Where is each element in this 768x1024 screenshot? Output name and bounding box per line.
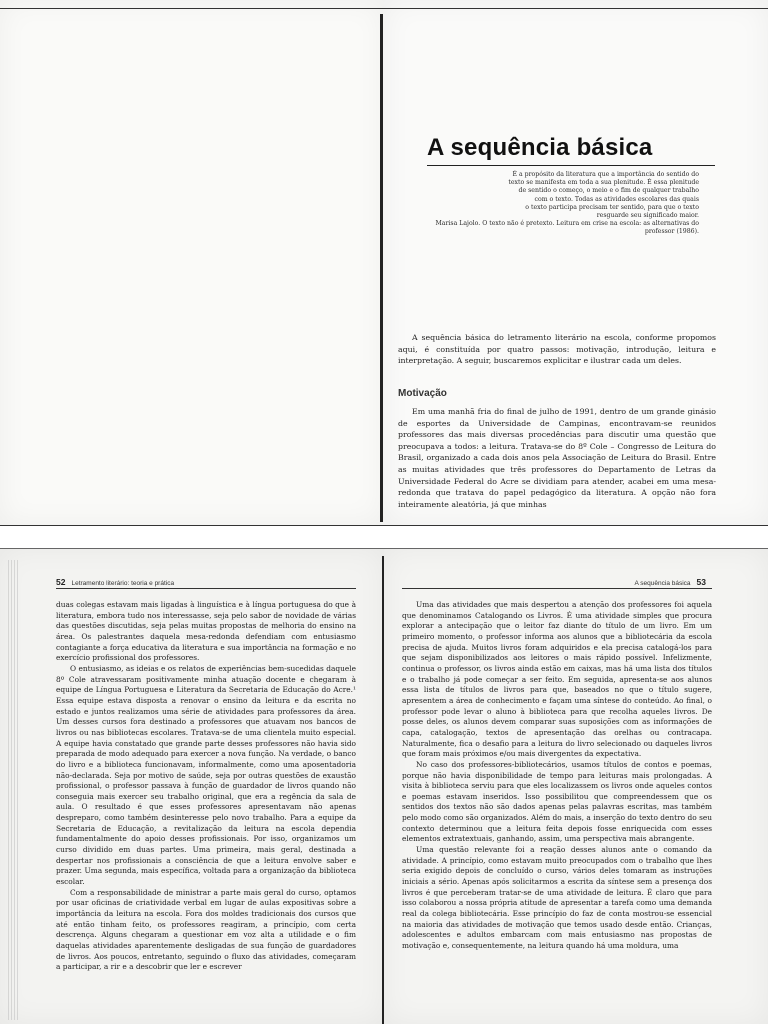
epigraph-line: resguarde seu significado maior. bbox=[596, 212, 699, 220]
scan-divider-middle bbox=[0, 525, 768, 526]
epigraph-line: de sentido o começo, o meio e o fim de qualquer trabalho bbox=[518, 187, 699, 195]
chapter-title: A sequência básica bbox=[427, 134, 653, 161]
body-paragraph: O entusiasmo, as ideias e os relatos de experiências bem-sucedidas daquele 8º Cole atravessaram positivamente minha atuação docente e chegaram à equipe de Língua Portuguesa e Literatura da Secretaria de Educação do Acre.¹ Essa equipe estava disposta a renovar o ensino da leitura e da escrita no estado e juntos realizamos uma série de atividades para professores da área. Um desses cursos fora destinado a professores que atuavam nos bancos de livros ou nas bibliotecas escolares. Tratava-se de uma clientela muito especial. A equipe havia constatado que grande parte desses professores não havia sido preparada de modo adequado para exercer a nova função. Na verdade, o banco do livro e a biblioteca funcionavam, informalmente, como uma aposentadoria não-declarada. Seja por motivo de saúde, seja por outras questões de exaustão profissional, o professor passava à função de guardador de livros quando não conseguia mais exercer seu trabalho original, que era a regência da sala de aula. O resultado é que esses professores apresentavam não apenas despreparo, como também desinteresse pelo novo trabalho. Para a equipe da Secretaria de Educação, a revitalização da leitura na escola dependia fundamentalmente do apoio desses profissionais. Por isso, organizamos um curso dividido em duas partes. Uma primeira, mais geral, destinada a despertar nos profissionais a consciência de que a leitura envolve saber e prazer. Uma segunda, mais específica, voltada para a organização da biblioteca escolar. bbox=[56, 663, 356, 887]
epigraph-citation: Marisa Lajolo. O texto não é pretexto. Leitura em crise na escola: as alternativas do professor (1986). bbox=[435, 220, 699, 236]
running-head-rule bbox=[56, 588, 356, 589]
running-head-rule bbox=[402, 588, 712, 589]
page-edge-shadow bbox=[8, 560, 20, 1020]
section-heading-motivacao: Motivação bbox=[398, 388, 447, 399]
body-paragraph: Em uma manhã fria do final de julho de 1991, dentro de um grande ginásio de esportes da Universidade de Campinas, encontravam-se reunidos professores das mais diversas procedências para discutir uma questão que preocupava a todos: a leitura. Tratava-se do 8º Cole – Congresso de Leitura do Brasil, organizado a cada dois anos pela Associação de Leitura do Brasil. Entre as muitas atividades que três professores do Departamento de Letras da Universidade Federal do Acre se dividiam para atender, acabei em uma mesa-redonda que tratava do papel pedagógico da literatura. A opção não fora inteiramente aleatória, já que minhas bbox=[398, 407, 716, 509]
page-number: 53 bbox=[696, 577, 706, 587]
epigraph-line: o texto participa precisam ter sentido, para que o texto bbox=[525, 203, 699, 211]
chapter-intro bbox=[398, 332, 716, 367]
chapter-body-top bbox=[398, 406, 716, 510]
body-paragraph: Uma questão relevante foi a reação desses alunos ante o comando da atividade. A princípio, como estavam muito preocupados com o trabalho que lhes seria exigido depois de concluído o curso, vários deles tomaram as instruções iniciais a sério. Apenas após solicitarmos a escrita da síntese sem a presença dos livros é que perceberam tratar-se de uma atividade de leitura. É claro que para isso colaborou a nossa própria atitude de apresentar a tarefa como uma demanda real da colega bibliotecária. Esse princípio do faz de conta mostrou-se essencial na maioria das atividades de motivação que temos usado desde então. Crianças, adolescentes e adultos embarcam com mais entusiasmo nas propostas de motivação e, consequentemente, na leitura quando há uma moldura, uma bbox=[402, 845, 712, 950]
epigraph-line: com o texto. Todas as atividades escolares das quais bbox=[534, 195, 699, 203]
blank-page bbox=[0, 0, 384, 525]
book-binding-top bbox=[380, 14, 383, 522]
body-paragraph: Uma das atividades que mais despertou a atenção dos professores foi aquela que denominamos Catalogando os Livros. É uma atividade simples que procura explorar a antecipação que o leitor faz diante do título de um livro. Em um primeiro momento, o professor informa aos alunos que a bibliotecária da escola precisa de ajuda. Muitos livros foram adquiridos e ela precisa catalogá-los para que sejam disponibilizados aos leitores o mais rápido possível. Infelizmente, continua o professor, os livros ainda estão em caixas, mas há uma lista dos títulos e o trabalho já pode começar a ser feito. Em seguida, apresenta-se aos alunos essa lista de títulos de livros para que, baseados no que o título sugere, apresentem a área de conhecimento e façam uma síntese do conteúdo. Ao final, o professor pode levar o aluno à biblioteca para que recolha aqueles livros. De posse deles, os alunos devem comparar suas suposições com as informações de capa, catalogação, textos de apresentação das orelhas ou contracapa. Naturalmente, fica o desafio para a leitura do livro selecionado ou daqueles livros que foram mais próximos e/ou mais divergentes da expectativa. bbox=[402, 600, 712, 759]
intro-paragraph: A sequência básica do letramento literário na escola, conforme propomos aqui, é constituída por quatro passos: motivação, introdução, leitura e interpretação. A seguir, buscaremos explicitar e ilustrar cada um deles. bbox=[398, 333, 716, 366]
body-paragraph: No caso dos professores-bibliotecários, usamos títulos de contos e poemas, porque não havia disponibilidade de tempo para leituras mais prolongadas. A visita à biblioteca serviu para que eles localizassem os livros onde aqueles contos e poemas estavam inseridos. Isso possibilitou que compreendessem que os sentidos dos textos não são dados apenas pelas palavras escritas, mas também pelo modo como são organizados. Além do mais, a inserção do texto dentro do seu contexto determinou que a leitura feita depois fosse enriquecida com esses elementos extratextuais, ganhando, assim, uma perspectiva mais abrangente. bbox=[402, 759, 712, 844]
title-rule bbox=[427, 165, 715, 166]
running-head-left bbox=[56, 577, 174, 587]
page-52-text bbox=[56, 600, 356, 973]
page-number: 52 bbox=[56, 577, 66, 587]
running-head-right bbox=[635, 577, 706, 587]
body-paragraph: duas colegas estavam mais ligadas à linguística e à língua portuguesa do que à literatura, embora tudo nos interessasse, seja pelo sabor de novidade de várias das questões discutidas, seja pelas muitas propostas de melhoria do ensino na área. Os palestrantes daquela mesa-redonda defendiam com entusiasmo contagiante a força educativa da literatura e sua importância na formação e no exercício profissional dos professores. bbox=[56, 600, 356, 663]
book-binding-bottom bbox=[382, 556, 384, 1024]
running-title: Letramento literário: teoria e prática bbox=[71, 580, 175, 587]
running-title: A sequência básica bbox=[634, 580, 691, 587]
epigraph bbox=[433, 171, 699, 237]
body-paragraph: Com a responsabilidade de ministrar a parte mais geral do curso, optamos por usar oficinas de criatividade verbal em lugar de aulas expositivas sobre a importância da leitura na escola. Fora dos moldes tradicionais dos cursos que até então tinham feito, os professores reagiram, a princípio, com certa descrença. Alguns chegaram a questionar em voz alta a utilidade e o fim daquelas atividades aparentemente desligadas de sua função de guardadores de livros. Aos poucos, entretanto, seguindo o fluxo das atividades, começaram a participar, a rir e a descobrir que ler e escrever bbox=[56, 887, 356, 972]
scan-border-top bbox=[0, 8, 768, 9]
epigraph-line: texto se manifesta em toda a sua plenitude. É essa plenitude bbox=[508, 179, 699, 187]
scan-divider-lower bbox=[0, 548, 768, 549]
epigraph-line: É a propósito da literatura que a importância do sentido do bbox=[512, 171, 699, 178]
page-53-text bbox=[402, 600, 712, 952]
